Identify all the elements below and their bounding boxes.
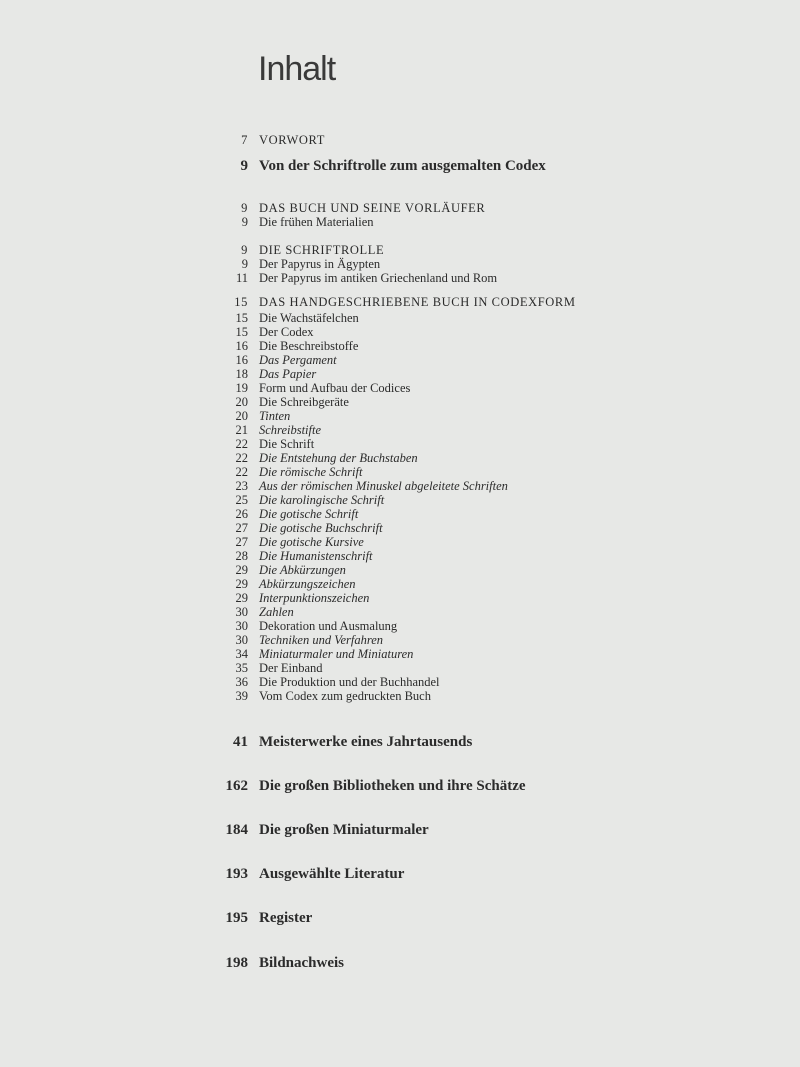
toc-page-number: 30 (235, 619, 248, 633)
toc-entry-title: Schreibstifte (259, 423, 322, 437)
toc-entry (200, 294, 780, 310)
toc-entry-title: Tinten (259, 409, 291, 423)
toc-entry-title: Die Entstehung der Buchstaben (259, 451, 418, 465)
toc-entry-title: Der Papyrus im antiken Griechenland und Rom (259, 271, 498, 285)
toc-entry-title: Miniaturmaler und Miniaturen (259, 647, 414, 661)
toc-entry-title: Dekoration und Ausmalung (259, 619, 398, 633)
toc-page-number: 184 (225, 822, 248, 838)
toc-entry (200, 910, 780, 926)
toc-entry-title: Bildnachweis (259, 955, 345, 971)
toc-page-number: 9 (241, 257, 248, 271)
toc-entry-title: Von der Schriftrolle zum ausgemalten Codex (259, 158, 546, 174)
toc-page-number: 11 (235, 271, 248, 285)
toc-entry-title: Die Schreibgeräte (259, 395, 349, 409)
toc-page-number: 28 (235, 549, 248, 563)
toc-entry-title: Die Abkürzungen (259, 563, 346, 577)
toc-page-number: 16 (235, 353, 248, 367)
toc-page-number: 16 (235, 339, 248, 353)
toc-entry-title: Das Papier (259, 367, 317, 381)
toc-page-number: 9 (240, 158, 248, 174)
toc-entry-title: Ausgewählte Literatur (259, 866, 405, 882)
toc-page-number: 21 (235, 423, 248, 437)
toc-page-number: 15 (234, 295, 248, 309)
toc-entry-title: VORWORT (259, 133, 325, 147)
toc-entry-title: Das Pergament (259, 353, 337, 367)
toc-entry-title: Interpunktionszeichen (259, 591, 370, 605)
toc-page-number: 22 (235, 451, 248, 465)
toc-page-number: 9 (241, 243, 248, 257)
toc-page-number: 34 (235, 647, 248, 661)
toc-entry-title: Aus der römischen Minuskel abgeleitete Schriften (259, 479, 508, 493)
toc-entry-title: Der Codex (259, 325, 314, 339)
page-title: Inhalt (258, 50, 336, 88)
toc-entry-title: Register (259, 910, 313, 926)
toc-page-number: 9 (241, 201, 248, 215)
toc-page-number: 20 (235, 409, 248, 423)
toc-entry-title: Der Papyrus in Ägypten (259, 257, 381, 271)
toc-page-number: 27 (235, 535, 248, 549)
toc-entry-title: Die großen Miniaturmaler (259, 822, 429, 838)
toc-entry-title: Die Schrift (259, 437, 315, 451)
toc-page-number: 198 (225, 955, 248, 971)
toc-page-number: 9 (241, 215, 248, 229)
toc-entry (200, 866, 780, 882)
toc-entry (200, 214, 780, 230)
toc-page-number: 162 (225, 778, 248, 794)
toc-entry-title: Die gotische Buchschrift (259, 521, 383, 535)
toc-page-number: 29 (235, 591, 248, 605)
toc-entry-title: Die gotische Kursive (259, 535, 364, 549)
toc-entry-title: Meisterwerke eines Jahrtausends (259, 734, 473, 750)
toc-entry-title: Die Wachstäfelchen (259, 311, 359, 325)
toc-entry-title: Zahlen (259, 605, 294, 619)
toc-page-number: 22 (235, 437, 248, 451)
toc-page-number: 26 (235, 507, 248, 521)
toc-page-number: 22 (235, 465, 248, 479)
toc-entry-title: DAS HANDGESCHRIEBENE BUCH IN CODEXFORM (259, 295, 576, 309)
toc-page-number: 23 (235, 479, 248, 493)
toc-page-number: 39 (235, 689, 248, 703)
toc-entry-title: Abkürzungszeichen (259, 577, 356, 591)
toc-page-number: 27 (235, 521, 248, 535)
toc-entry (200, 688, 780, 704)
toc-page-number: 15 (235, 325, 248, 339)
toc-entry-title: Die frühen Materialien (259, 215, 374, 229)
toc-page-number: 7 (241, 133, 248, 147)
toc-entry-title: Die Humanistenschrift (259, 549, 373, 563)
toc-entry-title: Form und Aufbau der Codices (259, 381, 411, 395)
toc-page-number: 195 (225, 910, 248, 926)
toc-page-number: 30 (235, 605, 248, 619)
toc-page-number: 20 (235, 395, 248, 409)
toc-page-number: 15 (235, 311, 248, 325)
toc-entry (200, 822, 780, 838)
toc-entry-title: Die karolingische Schrift (259, 493, 385, 507)
toc-page-number: 25 (235, 493, 248, 507)
toc-entry-title: DIE SCHRIFTROLLE (259, 243, 385, 257)
toc-page-number: 36 (235, 675, 248, 689)
toc-page-number: 29 (235, 577, 248, 591)
toc-entry-title: Die gotische Schrift (259, 507, 359, 521)
toc-entry-title: Techniken und Verfahren (259, 633, 384, 647)
toc-entry-title: Der Einband (259, 661, 323, 675)
toc-page-number: 41 (233, 734, 248, 750)
toc-entry (200, 132, 780, 148)
toc-entry-title: DAS BUCH UND SEINE VORLÄUFER (259, 201, 486, 215)
toc-entry-title: Vom Codex zum gedruckten Buch (259, 689, 431, 703)
toc-entry (200, 778, 780, 794)
toc-entry (200, 158, 780, 174)
toc-entry (200, 955, 780, 971)
toc-entry-title: Die Beschreibstoffe (259, 339, 359, 353)
toc-entry-title: Die Produktion und der Buchhandel (259, 675, 440, 689)
toc-entry (200, 734, 780, 750)
toc-page-number: 35 (235, 661, 248, 675)
toc-page-number: 193 (225, 866, 248, 882)
toc-entry-title: Die großen Bibliotheken und ihre Schätze (259, 778, 526, 794)
toc-page-number: 18 (235, 367, 248, 381)
toc-entry-title: Die römische Schrift (259, 465, 363, 479)
toc-page-number: 30 (235, 633, 248, 647)
toc-page-number: 29 (235, 563, 248, 577)
toc-page-number: 19 (235, 381, 248, 395)
toc-entry (200, 270, 780, 286)
